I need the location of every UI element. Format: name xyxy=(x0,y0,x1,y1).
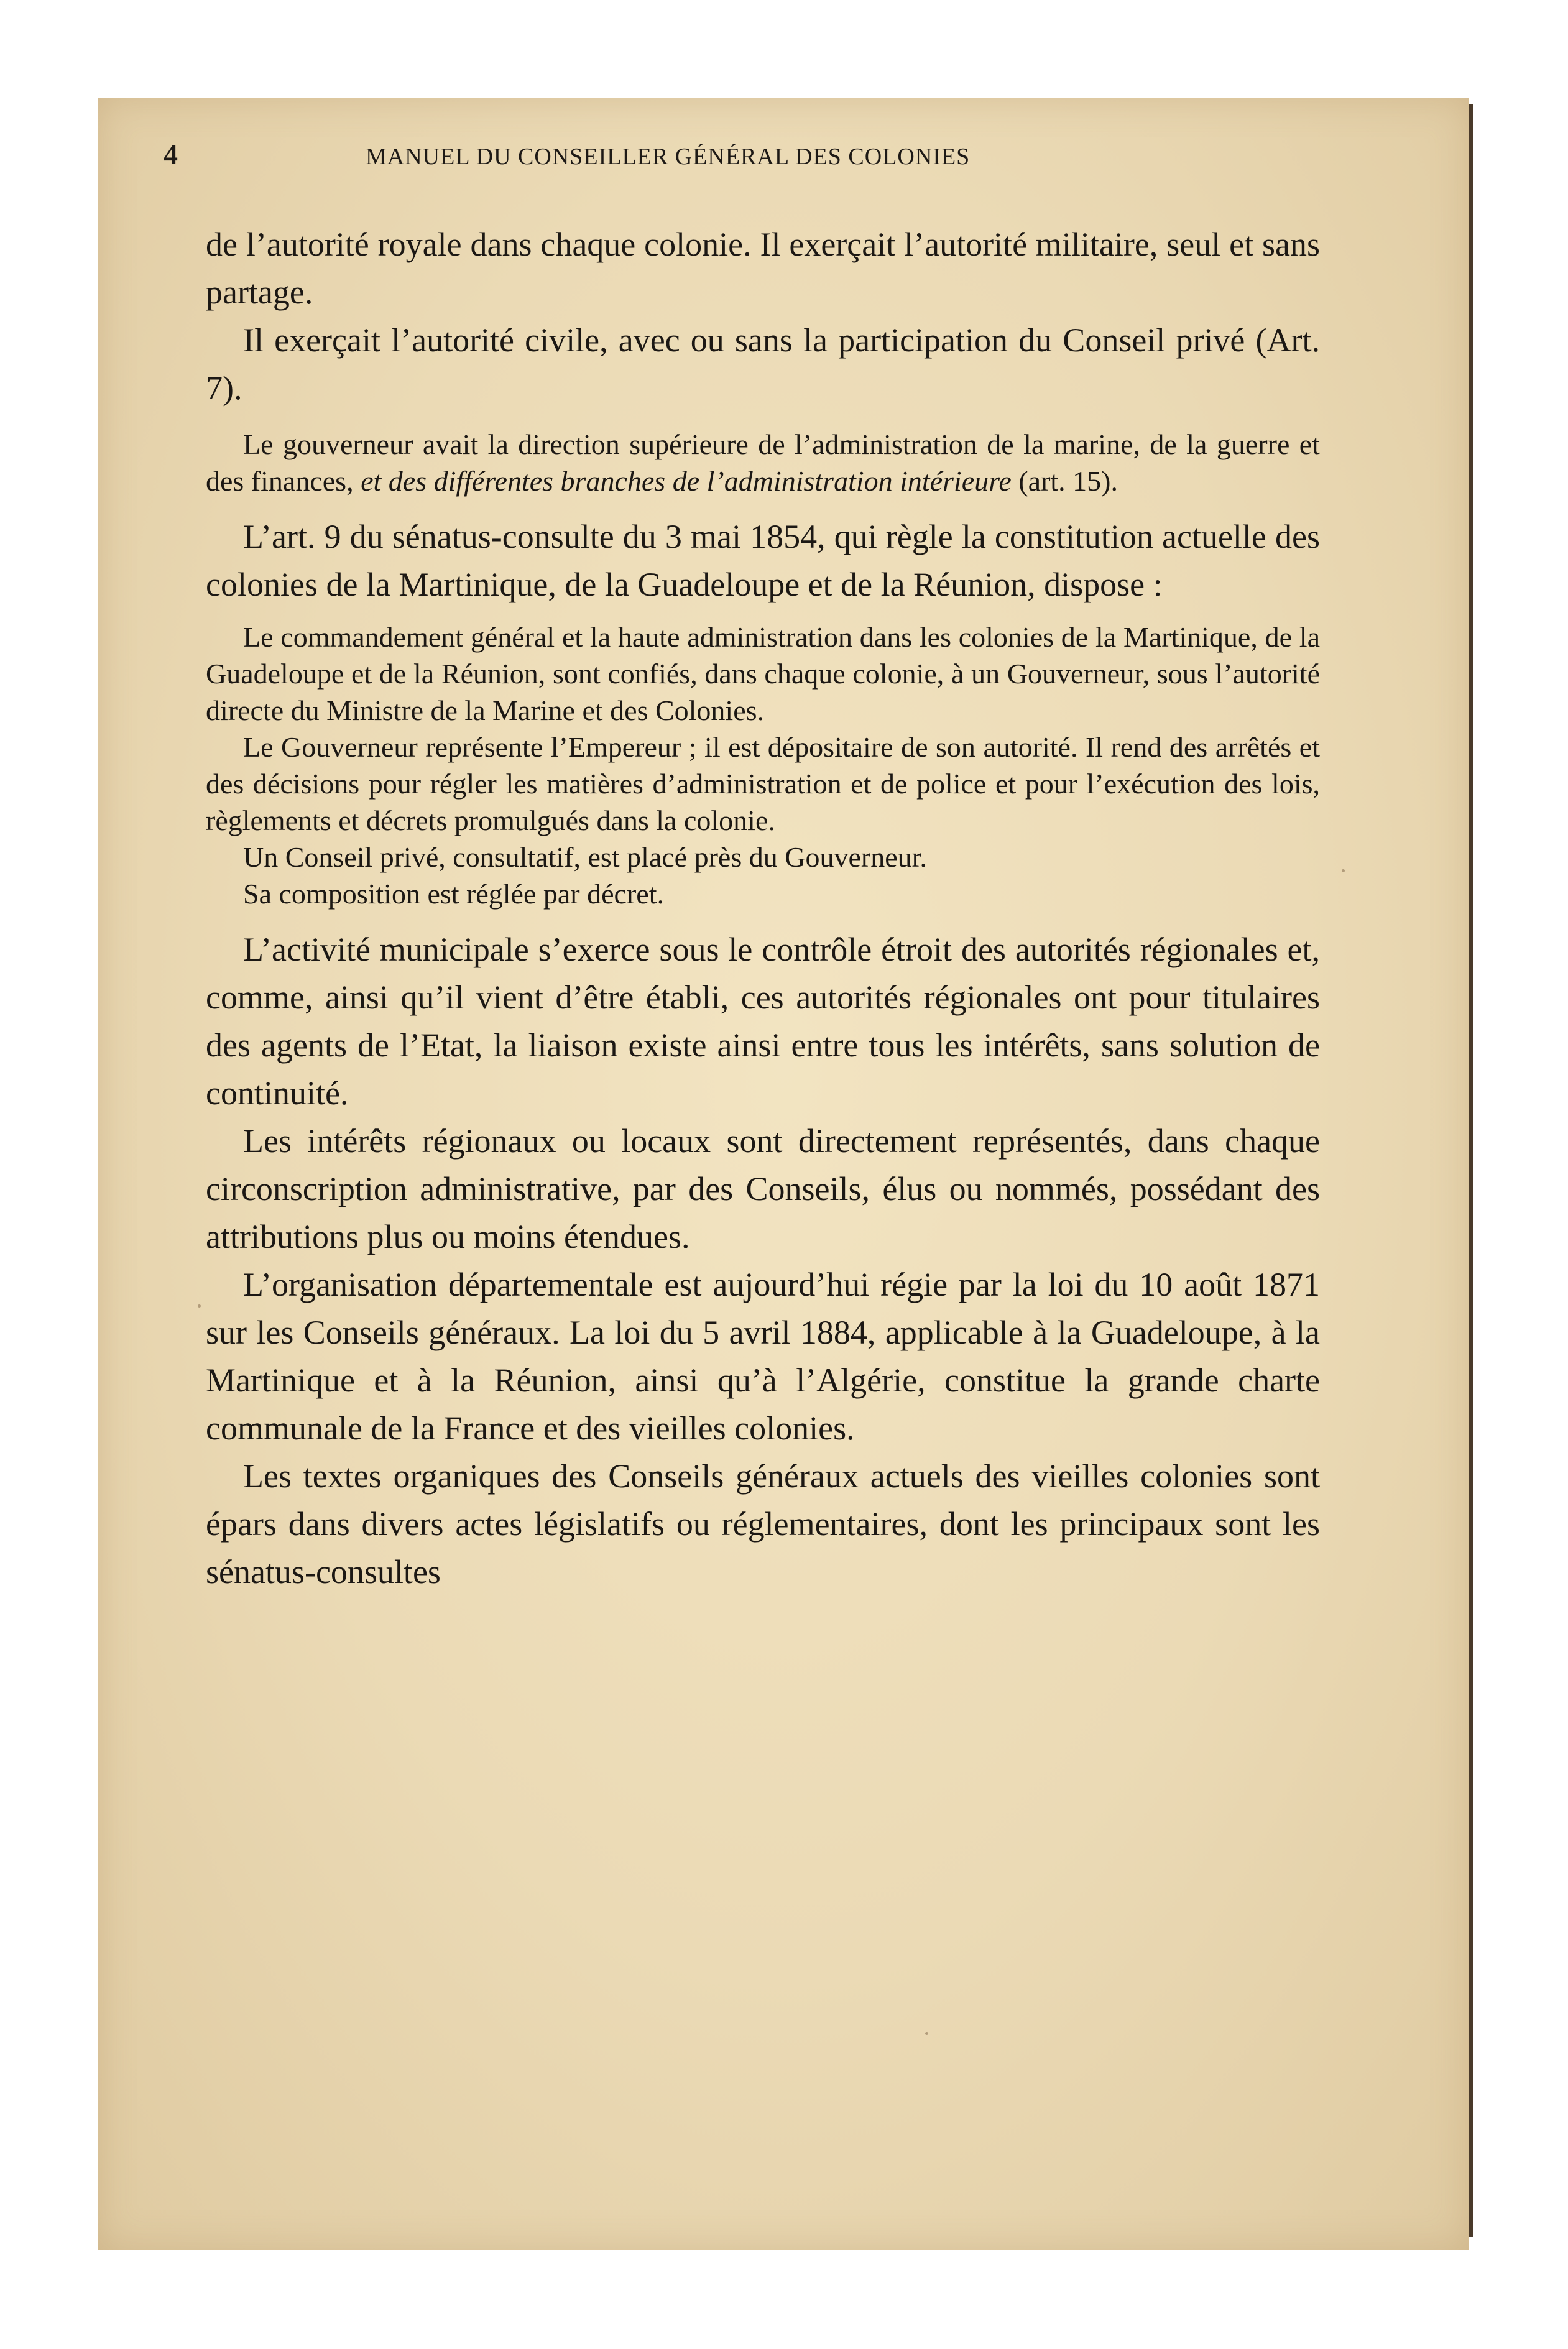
paragraph-3: L’art. 9 du sénatus-consulte du 3 mai 1854, qui règle la constitution actuelle des colonies de la Martinique, de la Guadeloupe et de la Réunion, dispose : xyxy=(206,518,1320,603)
quote-4: Un Conseil privé, consultatif, est placé près du Gouverneur. xyxy=(243,841,927,873)
running-header xyxy=(164,138,1158,175)
paragraph-6: L’organisation départementale est aujourd’hui régie par la loi du 10 août 1871 sur les Conseils généraux. La loi du 5 avril 1884, applicable à la Guadeloupe, à la Martinique et à la Réunion, ainsi qu’à l’Algérie, constitue la grande charte communale de la France et des vieilles colonies. xyxy=(206,1266,1320,1447)
running-title: MANUEL DU CONSEILLER GÉNÉRAL DES COLONIES xyxy=(366,144,971,170)
paragraph-7: Les textes organiques des Conseils généraux actuels des vieilles colonies sont épars dans divers actes législatifs ou réglementaires, dont les principaux sont les sénatus-consultes xyxy=(206,1457,1320,1590)
paper-speck xyxy=(1342,869,1345,872)
page-edge-shadow xyxy=(1469,104,1473,2237)
quote-1-ref: (art. 15). xyxy=(1011,465,1118,497)
page-body xyxy=(206,221,1320,1596)
quote-1-text: Le gouverneur avait la direction supérieure de l’administration de la marine, de la guerre et des finances, xyxy=(206,428,1320,497)
paragraph-5: Les intérêts régionaux ou locaux sont directement représentés, dans chaque circonscription administrative, par des Conseils, élus ou nommés, possédant des attributions plus ou moins étendues. xyxy=(206,1122,1320,1255)
page-number: 4 xyxy=(164,139,178,170)
quote-1 xyxy=(206,426,1320,499)
paragraph-4: L’activité municipale s’exerce sous le contrôle étroit des autorités régionales et, comme, ainsi qu’il vient d’être établi, ces autorités régionales ont pour titulaires des agents de l’Etat, la liaison existe ainsi entre tous les intérêts, sans solution de continuité. xyxy=(206,931,1320,1112)
paragraph-2: Il exerçait l’autorité civile, avec ou sans la participation du Conseil privé (Art. 7). xyxy=(206,321,1320,407)
paper-speck xyxy=(198,1304,201,1308)
quote-2: Le commandement général et la haute administration dans les colonies de la Martinique, de la Guadeloupe et de la Réunion, sont confiés, dans chaque colonie, à un Gouverneur, sous l’autorité directe du Ministre de la Marine et des Colonies. xyxy=(206,621,1320,726)
paper-speck xyxy=(925,2032,928,2035)
quote-5: Sa composition est réglée par décret. xyxy=(243,878,664,910)
quote-1-italic: et des différentes branches de l’administration intérieure xyxy=(361,465,1012,497)
quote-3: Le Gouverneur représente l’Empereur ; il est dépositaire de son autorité. Il rend des arrêtés et des décisions pour régler les matières d’administration et de police et pour l’exécution des lois, règlements et décrets promulgués dans la colonie. xyxy=(206,731,1320,836)
paragraph-1: de l’autorité royale dans chaque colonie. Il exerçait l’autorité militaire, seul et sans partage. xyxy=(206,226,1320,311)
